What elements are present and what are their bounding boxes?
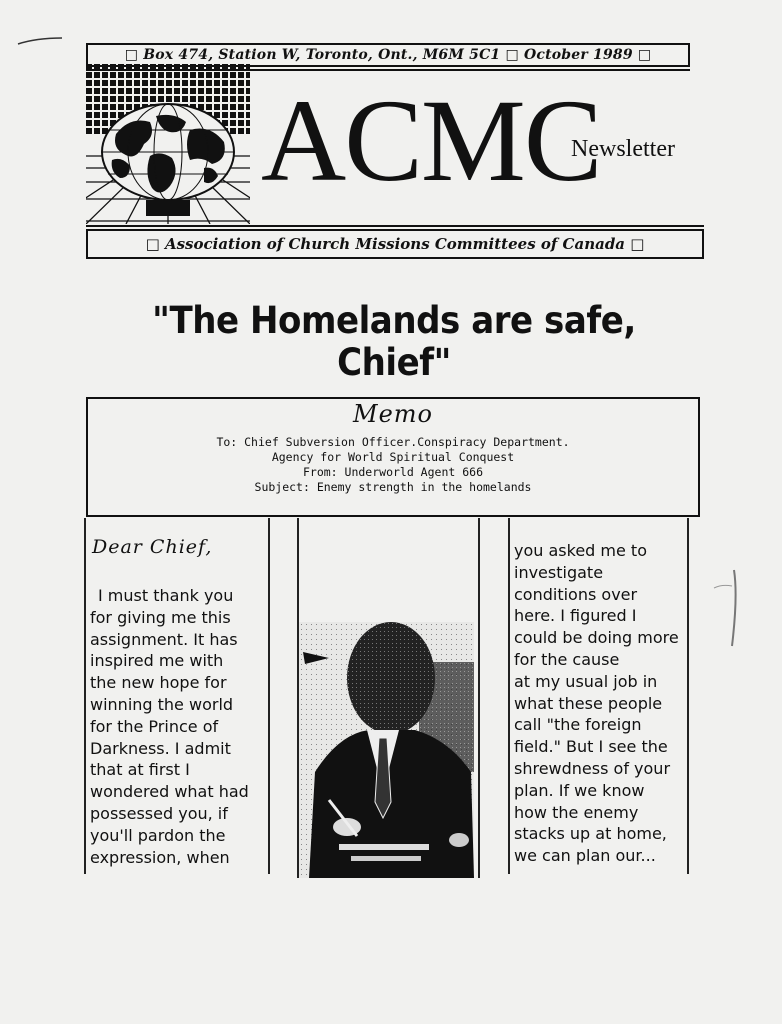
memo-to: To: Chief Subversion Officer.Conspiracy Department. — [216, 435, 570, 449]
left-line: assignment. It has — [90, 629, 238, 649]
headline-line-1: "The Homelands are safe, — [152, 299, 636, 342]
globe-grid-icon — [86, 64, 250, 224]
column-rule — [84, 518, 86, 874]
man-at-desk-photo — [299, 622, 474, 878]
left-line: for the Prince of — [90, 716, 219, 736]
memo-box — [86, 397, 700, 517]
right-line: stacks up at home, — [514, 824, 667, 844]
masthead — [86, 64, 706, 226]
right-line: what these people — [514, 693, 663, 713]
pen-mark — [712, 566, 752, 656]
headline — [124, 300, 665, 384]
column-rule — [508, 518, 510, 874]
left-line: winning the world — [90, 694, 234, 714]
headline-line-2: Chief" — [337, 341, 451, 384]
column-rule — [478, 518, 480, 878]
newsletter-subtitle: Newsletter — [571, 136, 675, 162]
pen-mark — [16, 34, 66, 48]
left-line: for giving me this — [90, 607, 231, 627]
left-line: the new hope for — [90, 673, 227, 693]
left-column — [90, 585, 266, 868]
right-line: here. I figured I — [514, 606, 637, 626]
column-rule — [687, 518, 689, 874]
left-line: that at first I — [90, 760, 190, 780]
left-line: expression, when — [90, 847, 230, 867]
association-bar — [86, 229, 704, 259]
left-line: inspired me with — [90, 651, 224, 671]
right-line: we can plan our... — [514, 846, 656, 866]
right-line: call "the foreign — [514, 715, 642, 735]
left-line: you'll pardon the — [90, 825, 226, 845]
right-line: how the enemy — [514, 802, 639, 822]
right-line: for the cause — [514, 649, 620, 669]
right-line: plan. If we know — [514, 780, 645, 800]
memo-title: Memo — [353, 400, 433, 428]
address-line: □ Box 474, Station W, Toronto, Ont., M6M 5C1 □ October 1989 □ — [124, 47, 652, 63]
salutation: Dear Chief, — [92, 536, 213, 558]
left-line: Darkness. I admit — [90, 738, 231, 758]
right-line: investigate — [514, 562, 604, 582]
column-rule — [268, 518, 270, 874]
memo-from: From: Underworld Agent 666 — [302, 465, 483, 479]
right-line: at my usual job in — [514, 671, 658, 691]
right-line: shrewdness of your — [514, 758, 671, 778]
right-line: you asked me to — [514, 541, 647, 560]
left-line: possessed you, if — [90, 803, 228, 823]
right-line: could be doing more — [514, 628, 679, 648]
right-line: field." But I see the — [514, 737, 668, 757]
memo-subject: Subject: Enemy strength in the homelands — [254, 480, 532, 494]
memo-agency: Agency for World Spiritual Conquest — [271, 450, 515, 464]
left-line: I must thank you — [98, 586, 234, 605]
right-column — [514, 540, 686, 867]
left-line: wondered what had — [90, 782, 249, 802]
newsletter-title: ACMC — [261, 75, 601, 206]
association-line: □ Association of Church Missions Committees of Canada □ — [145, 235, 645, 253]
right-line: conditions over — [514, 584, 638, 604]
